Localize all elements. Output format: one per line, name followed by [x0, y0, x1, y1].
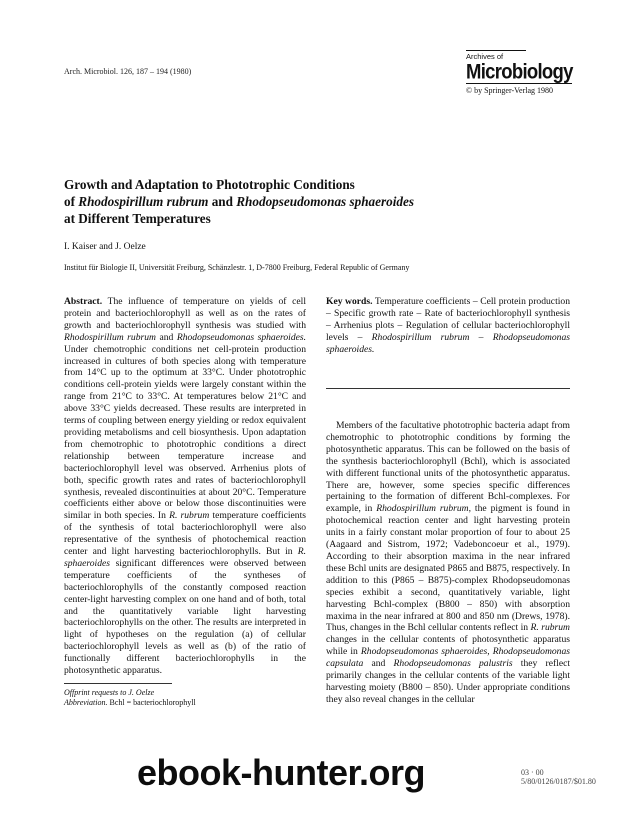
- footnotes: [64, 688, 196, 708]
- authors: I. Kaiser and J. Oelze: [64, 242, 146, 252]
- keywords-label: Key words.: [326, 296, 373, 307]
- journal-name-small: Archives of: [466, 50, 526, 61]
- title-line-1: Growth and Adaptation to Phototrophic Conditions: [64, 177, 355, 192]
- abstract-label: Abstract.: [64, 296, 103, 307]
- journal-name-large: Microbiology: [466, 58, 573, 83]
- watermark: ebook-hunter.org: [137, 752, 425, 793]
- keywords: Key words. Temperature coefficients – Cell protein production – Specific growth rate – Rate of bacteriochlorophyll synthesis – Arrhenius plots – Regulation of cellular bacteriochlorophyll levels – Rhodospirillum rubrum – Rhodopseudomonas sphaeroides.: [326, 296, 570, 355]
- logo-rule: [466, 83, 572, 84]
- journal-citation: Arch. Microbiol. 126, 187 – 194 (1980): [64, 67, 192, 76]
- journal-logo: [466, 50, 572, 95]
- title-line-2: of Rhodospirillum rubrum and Rhodopseudomonas sphaeroides: [64, 194, 414, 209]
- section-divider: [326, 388, 570, 389]
- title-line-3: at Different Temperatures: [64, 211, 211, 226]
- article-title: [64, 176, 484, 227]
- footnote-rule: [64, 683, 172, 684]
- doi-fragment: 03 · 00 5/80/0126/0187/$01.80: [521, 768, 596, 786]
- introduction: Members of the facultative phototrophic bacteria adapt from chemotrophic to phototrophic conditions by forming the photosynthetic apparatus. This can be followed on the basis of the synthesis bacteriochlorophyll (Bchl), which is associated with different functional units of the photosynthetic apparatus. There are, however, some species specific differences pertaining to the formation of different Bchl-complexes. For example, in Rhodospirillum rubrum, the pigment is found in photochemical reaction center and light harvesting protein units in a fairly constant molar proportion of four to about 25 (Aagaard and Sistrom, 1972; Vadeboncoeur et al., 1979). According to their absorption maxima in the near infrared these Bchl units are designated P865 and B875, respectively. In addition to this (P865 – B875)-complex Rhodopseudomonas species exhibit a second, quantitatively variable, light harvesting Bchl-complex (B800 – 850) with absorption maxima in the near infrared at 800 and 850 nm (Drews, 1978). Thus, changes in the Bchl cellular contents reflect in R. rubrum changes in the cellular contents of photosynthetic apparatus while in Rhodopseudomonas sphaeroides, Rhodopseudomonas capsulata and Rhodopseudomonas palustris they reflect primarily changes in the cellular contents of the variable light harvesting moiety (B800 – 850). Under appropriate conditions they also reveal changes in the cellular: [326, 420, 571, 705]
- offprint-note: Offprint requests to J. Oelze: [64, 688, 155, 697]
- abbreviation-note: Abbreviation. Bchl = bacteriochlorophyll: [64, 698, 196, 707]
- abstract: Abstract. The influence of temperature on yields of cell protein and bacteriochlorophyll as well as on the rates of growth and bacteriochlorophyll synthesis was studied with Rhodospirillum rubrum and Rhodopseudomonas sphaeroides. Under chemotrophic conditions net cell-protein production increased in cultures of both species along with temperature from 14°C up to the optimum at 33°C. Under phototrophic conditions cell-protein yields were largely constant within the range from 21°C to 33°C. At temperatures below 21°C and above 33°C yields decreased. These results are interpreted in terms of coupling between energy yielding or redox equivalent providing metabolisms and cell biosynthesis. Upon adaptation from chemotrophic to phototrophic conditions a direct relationship between temperature increase and bacteriochlorophyll level was observed. Arrhenius plots of both, specific growth rates and rates of bacteriochlorophyll synthesis, revealed discontinuities at about 20°C. Temperature coefficients either above or below those discontinuities were similar in both species. In R. rubrum temperature coefficients of the synthesis of total bacteriochlorophyll were also representative of the synthesis of photochemical reaction center and light harvesting bacteriochlorophylls. But in R. sphaeroides significant differences were observed between temperature coefficients of the syntheses of bacteriochlorophylls of the constantly composed reaction center-light harvesting complex on one hand and of both, total and the quantitatively variable light harvesting bacteriochlorophylls on the other. The results are interpreted in light of hypotheses on the regulation (a) of cellular bacteriochlorophyll levels as well as (b) of the ratio of functionally different bacteriochlorophylls in the photosynthetic apparatus.: [64, 296, 307, 677]
- affiliation: Institut für Biologie II, Universität Freiburg, Schänzlestr. 1, D-7800 Freiburg, Federal Republic of Germany: [64, 263, 410, 272]
- copyright-line: © by Springer-Verlag 1980: [466, 86, 554, 95]
